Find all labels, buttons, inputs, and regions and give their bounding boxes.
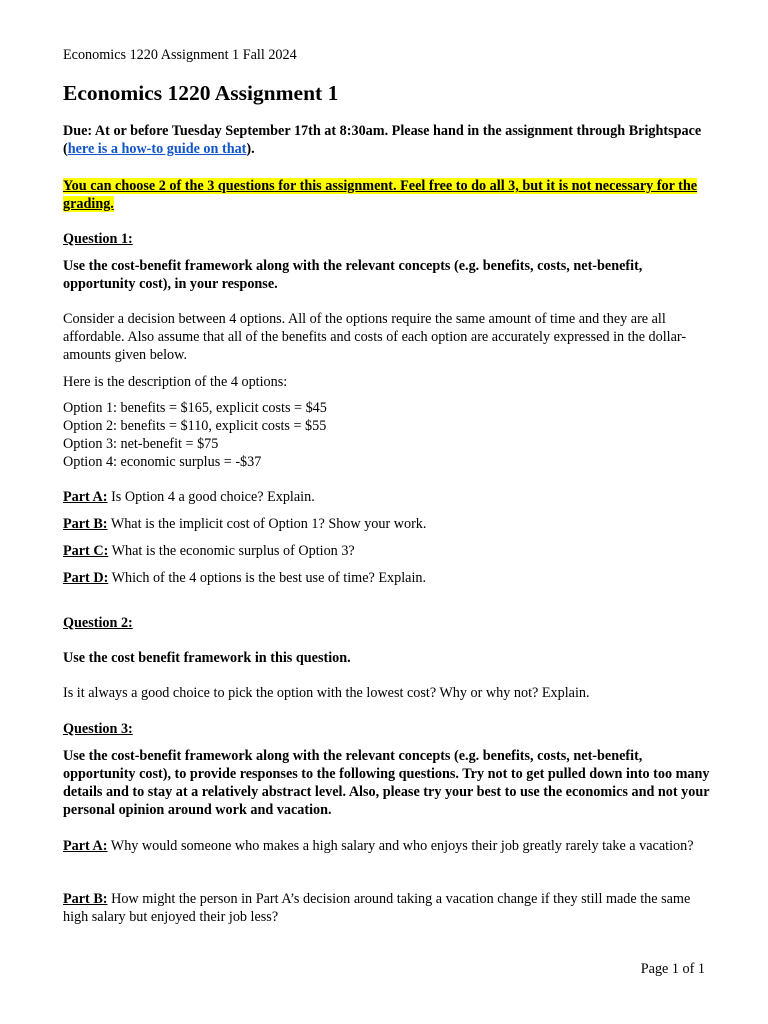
option-item: Option 1: benefits = $165, explicit costs = $45 (63, 400, 327, 416)
q3-part-b (63, 890, 713, 926)
part-label: Part A: (63, 489, 108, 505)
question-3-heading: Question 3: (63, 721, 133, 737)
options-list (63, 399, 713, 471)
running-header: Economics 1220 Assignment 1 Fall 2024 (63, 47, 297, 63)
q1-part-a (63, 488, 713, 506)
question-2-heading: Question 2: (63, 615, 133, 631)
part-text: Why would someone who makes a high salary and who enjoys their job greatly rarely take a vacation? (107, 838, 694, 854)
how-to-guide-link[interactable]: here is a how-to guide on that (67, 141, 247, 157)
options-intro: Here is the description of the 4 options: (63, 374, 288, 390)
part-text: What is the implicit cost of Option 1? Show your work. (107, 516, 427, 532)
part-label: Part B: (63, 891, 108, 907)
q1-part-d (63, 569, 713, 587)
q1-part-b (63, 515, 713, 533)
question-2-text: Is it always a good choice to pick the option with the lowest cost? Why or why not? Explain. (63, 685, 590, 701)
part-text: How might the person in Part A’s decision around taking a vacation change if they still made the same high salary but enjoyed their job less? (63, 891, 691, 925)
option-item: Option 4: economic surplus = -$37 (63, 454, 262, 470)
part-label: Part B: (63, 516, 108, 532)
due-suffix: ). (246, 141, 255, 157)
question-3-instruction: Use the cost-benefit framework along with the relevant concepts (e.g. benefits, costs, net-benefit, opportunity cost), to provide responses to the following questions. Try not to get pulled down into too many details and to stay at a relatively abstract level. Also, please try your best to use the economics and not your personal opinion around work and vacation. (63, 748, 710, 818)
due-text: Due: At or before Tuesday September 17th at 8:30am. Please hand in the assignment through Brightspace ( (63, 123, 702, 157)
question-2-instruction: Use the cost benefit framework in this question. (63, 650, 351, 666)
question-1-instruction: Use the cost-benefit framework along with the relevant concepts (e.g. benefits, costs, net-benefit, opportunity cost), in your response. (63, 258, 643, 292)
q1-part-c (63, 542, 713, 560)
part-label: Part A: (63, 838, 108, 854)
page-title: Economics 1220 Assignment 1 (63, 81, 339, 105)
part-label: Part D: (63, 570, 109, 586)
q3-part-a (63, 837, 713, 855)
question-1-heading: Question 1: (63, 231, 133, 247)
part-text: Is Option 4 a good choice? Explain. (107, 489, 315, 505)
question-1-intro: Consider a decision between 4 options. All of the options require the same amount of time and they are all affordable. Also assume that all of the benefits and costs of each option are accurately expressed in the dollar-amounts given below. (63, 311, 687, 363)
part-text: What is the economic surplus of Option 3? (108, 543, 355, 559)
part-text: Which of the 4 options is the best use of time? Explain. (108, 570, 427, 586)
choice-notice (63, 177, 713, 213)
choice-notice-text: You can choose 2 of the 3 questions for this assignment. Feel free to do all 3, but it is not necessary for the grading. (63, 178, 698, 212)
option-item: Option 3: net-benefit = $75 (63, 436, 219, 452)
option-item: Option 2: benefits = $110, explicit costs = $55 (63, 418, 327, 434)
due-notice (63, 122, 713, 158)
page-number: Page 1 of 1 (640, 961, 705, 977)
part-label: Part C: (63, 543, 109, 559)
